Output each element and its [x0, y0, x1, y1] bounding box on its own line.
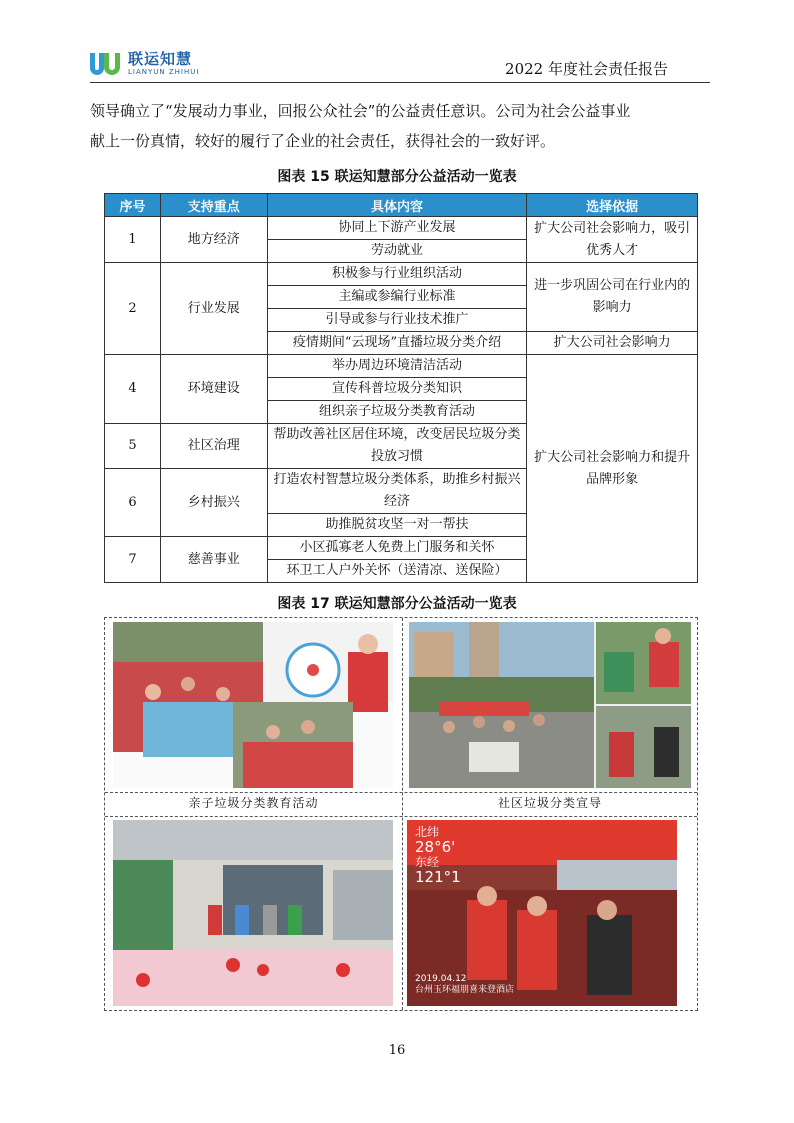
stamp-lat: 28°6'	[415, 838, 456, 857]
page-number: 16	[388, 1043, 406, 1058]
cell-content: 举办周边环境清洁活动	[267, 355, 527, 378]
cell-content: 引导或参与行业技术推广	[267, 309, 527, 332]
cell-content: 协同上下游产业发展	[267, 217, 527, 240]
stamp-lat-label: 北纬	[415, 825, 440, 839]
header-content: 具体内容	[267, 194, 527, 217]
photos-caption: 图表 17 联运知慧部分公益活动一览表	[277, 596, 517, 612]
stamp-lon: 121°1	[415, 867, 461, 886]
cell-no: 4	[105, 355, 161, 424]
cell-basis: 扩大公司社会影响力，吸引优秀人才	[527, 217, 698, 263]
page-header	[90, 48, 710, 83]
cell-content: 打造农村智慧垃圾分类体系，助推乡村振兴经济	[267, 469, 527, 514]
table-row	[105, 263, 698, 286]
photo-mall-event	[113, 820, 393, 1006]
cell-focus: 慈善事业	[160, 537, 267, 583]
intro-line: 领导确立了“发展动力事业，回报公众社会”的公益责任意识。公司为社会公益事业	[90, 102, 631, 120]
stamp-place: 台州玉环福朋喜来登酒店	[415, 984, 515, 995]
cell-content: 助推脱贫攻坚一对一帮扶	[267, 514, 527, 537]
table-row	[105, 355, 698, 378]
cell-content: 劳动就业	[267, 240, 527, 263]
cell-content: 组织亲子垃圾分类教育活动	[267, 401, 527, 424]
cell-content: 帮助改善社区居住环境，改变居民垃圾分类投放习惯	[267, 424, 527, 469]
table-header-row	[105, 194, 698, 217]
photo-community-promotion	[409, 622, 691, 788]
photo-parent-child-event	[113, 622, 393, 788]
header-basis: 选择依据	[527, 194, 698, 217]
photo-grid	[104, 617, 698, 1011]
cell-no: 7	[105, 537, 161, 583]
header-no: 序号	[105, 194, 161, 217]
intro-paragraph	[90, 96, 705, 156]
caption-parent-child: 亲子垃圾分类教育活动	[188, 796, 319, 810]
cell-basis: 扩大公司社会影响力	[527, 332, 698, 355]
intro-line: 献上一份真情，较好的履行了企业的社会责任，获得社会的一致好评。	[90, 132, 556, 150]
cell-content: 疫情期间“云现场”直播垃圾分类介绍	[267, 332, 527, 355]
cell-focus: 行业发展	[160, 263, 267, 355]
report-title: 2022 年度社会责任报告	[505, 60, 668, 78]
header-focus: 支持重点	[160, 194, 267, 217]
stamp-lon-label: 东经	[415, 854, 440, 869]
cell-focus: 乡村振兴	[160, 469, 267, 537]
cell-no: 5	[105, 424, 161, 469]
company-logo	[90, 52, 199, 76]
photo-hotel-event	[407, 820, 677, 1006]
photo-stamp	[415, 826, 461, 885]
cell-focus: 环境建设	[160, 355, 267, 424]
cell-content: 积极参与行业组织活动	[267, 263, 527, 286]
cell-content: 宣传科普垃圾分类知识	[267, 378, 527, 401]
cell-content: 小区孤寡老人免费上门服务和关怀	[267, 537, 527, 560]
table-caption: 图表 15 联运知慧部分公益活动一览表	[277, 169, 517, 185]
stamp-date: 2019.04.12	[415, 974, 467, 984]
cell-no: 1	[105, 217, 161, 263]
cell-content: 环卫工人户外关怀（送清凉、送保险）	[267, 560, 527, 583]
table-row	[105, 217, 698, 240]
cell-content: 主编或参编行业标准	[267, 286, 527, 309]
photo-stamp-footer	[415, 974, 514, 996]
caption-community: 社区垃圾分类宣导	[497, 796, 602, 810]
cell-focus: 社区治理	[160, 424, 267, 469]
cell-basis: 进一步巩固公司在行业内的影响力	[527, 263, 698, 332]
logo-english-name: LIANYUN ZHIHUI	[128, 68, 200, 76]
cell-no: 6	[105, 469, 161, 537]
cell-no: 2	[105, 263, 161, 355]
cell-focus: 地方经济	[160, 217, 267, 263]
cell-basis: 扩大公司社会影响力和提升品牌形象	[527, 355, 698, 583]
logo-chinese-name: 联运知慧	[128, 50, 193, 68]
logo-mark-icon	[90, 53, 124, 75]
activities-table	[104, 193, 698, 583]
